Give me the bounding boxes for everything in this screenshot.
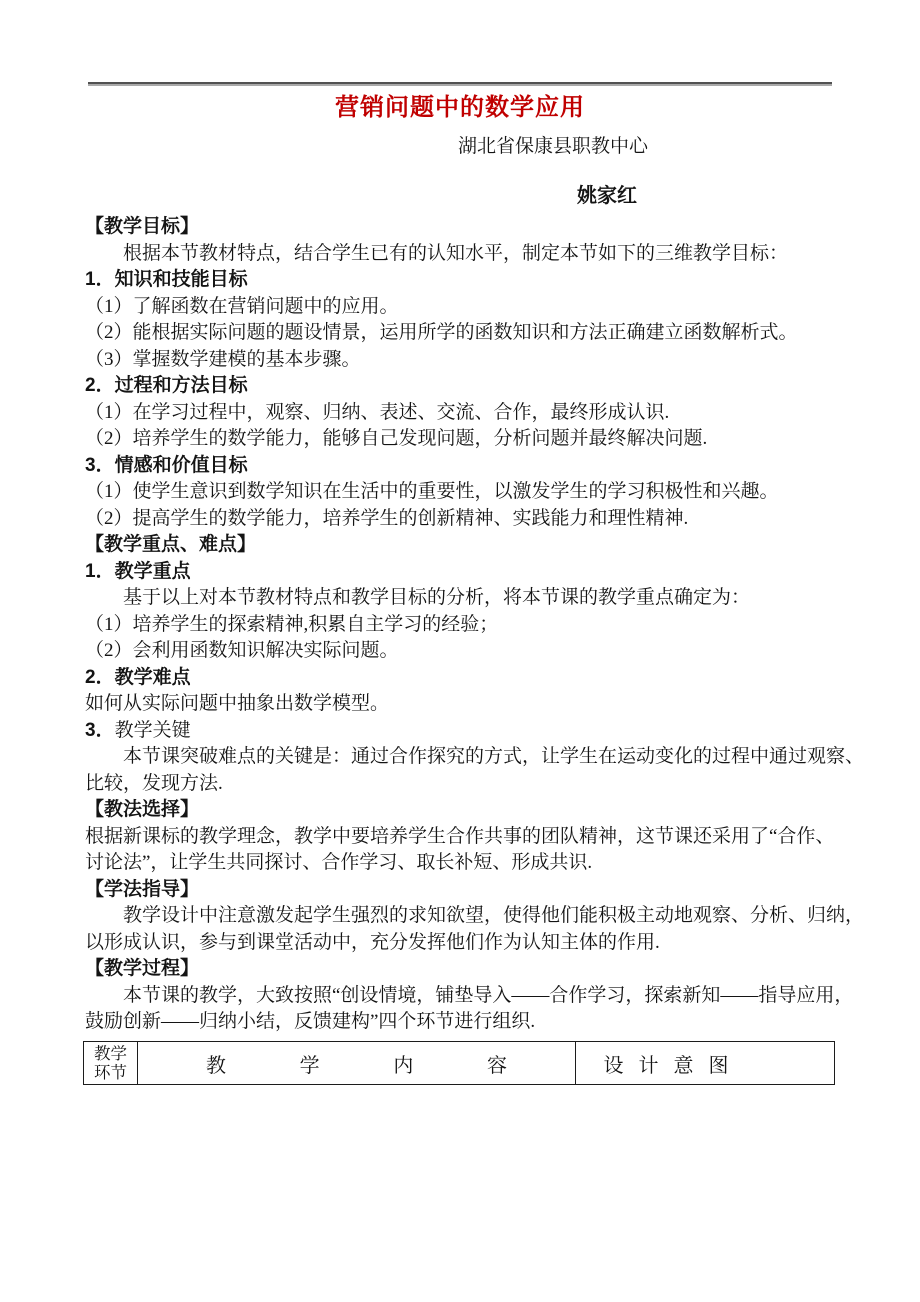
- text-line: [85, 267, 835, 294]
- table-header-stage-line1: 教学: [94, 1044, 127, 1063]
- text-line: 鼓励创新——归纳小结，反馈建构”四个环节进行组织.: [85, 1011, 536, 1032]
- body-lines: [85, 214, 865, 1036]
- text-line: [85, 373, 835, 400]
- text-line: [85, 453, 835, 480]
- text-line: （1）培养学生的探索精神,积累自主学习的经验；: [85, 613, 499, 635]
- text-line: 【学法指导】: [85, 878, 200, 900]
- heading-text: 教学难点: [114, 666, 191, 688]
- text-line: 根据新课标的教学理念，教学中要培养学生合作共事的团队精神，这节课还采用了“合作、: [85, 825, 835, 847]
- heading-text: 过程和方法目标: [114, 375, 248, 396]
- list-number: 3．: [85, 454, 115, 476]
- table-header-intent-cell: [576, 1042, 834, 1084]
- text-line: 讨论法”，让学生共同探讨、合作学习、取长补短、形成共识.: [85, 852, 593, 873]
- text-line: 【教法选择】: [85, 799, 200, 820]
- text-line: 如何从实际问题中抽象出数学模型。: [85, 693, 390, 714]
- text-line: 基于以上对本节教材特点和教学目标的分析，将本节课的教学重点确定为：: [123, 587, 751, 608]
- text-line: （2）会利用函数知识解决实际问题。: [85, 640, 399, 661]
- lesson-plan-table-header: [83, 1041, 835, 1085]
- list-number: 1．: [85, 269, 115, 290]
- heading-text: 教学重点: [114, 560, 191, 582]
- text-line: （2）提高学生的数学能力，培养学生的创新精神、实践能力和理性精神.: [85, 507, 689, 529]
- table-header-intent-char: 意: [673, 1054, 694, 1077]
- text-line: 本节课突破难点的关键是：通过合作探究的方式，让学生在运动变化的过程中通过观察、: [123, 746, 865, 767]
- table-header-content-char: 教: [206, 1054, 226, 1077]
- list-number: 2．: [85, 666, 115, 688]
- list-number: 2．: [85, 375, 115, 396]
- table-header-stage-line2: 环节: [94, 1063, 127, 1082]
- text-line: 【教学过程】: [85, 958, 200, 979]
- text-line: 以形成认识，参与到课堂活动中，充分发挥他们作为认知主体的作用.: [85, 931, 660, 953]
- text-line: [85, 718, 835, 745]
- table-header-intent-char: 图: [708, 1054, 729, 1077]
- table-header-stage-cell: [84, 1042, 138, 1084]
- text-line: 根据本节教材特点，结合学生已有的认知水平，制定本节如下的三维教学目标：: [123, 242, 789, 264]
- table-header-content-char: 内: [393, 1054, 414, 1077]
- text-line: （2）培养学生的数学能力，能够自己发现问题，分析问题并最终解决问题.: [85, 428, 708, 449]
- table-header-content-char: 学: [299, 1054, 320, 1077]
- table-header-intent-char: 设: [603, 1054, 624, 1077]
- text-line: （3）掌握数学建模的基本步骤。: [85, 348, 361, 370]
- text-line: （1）在学习过程中，观察、归纳、表述、交流、合作，最终形成认识.: [85, 401, 670, 423]
- text-line: [85, 559, 835, 586]
- text-line: 比较，发现方法.: [85, 772, 223, 794]
- table-header-intent-char: 计: [638, 1054, 659, 1077]
- text-line: 【教学目标】: [85, 216, 200, 237]
- page-title: 营销问题中的数学应用: [335, 94, 585, 121]
- text-line: [85, 665, 835, 692]
- author-name: 姚家红: [577, 185, 637, 207]
- table-header-content-char: 容: [486, 1054, 507, 1077]
- heading-text: 教学关键: [114, 719, 191, 741]
- list-number: 1．: [85, 560, 115, 582]
- heading-text: 情感和价值目标: [114, 454, 248, 476]
- title-divider: [88, 82, 832, 84]
- list-number: 3．: [85, 719, 115, 741]
- text-line: （1）使学生意识到数学知识在生活中的重要性，以激发学生的学习积极性和兴趣。: [85, 481, 779, 502]
- text-line: 【教学重点、难点】: [85, 534, 257, 555]
- text-line: 教学设计中注意激发起学生强烈的求知欲望，使得他们能积极主动地观察、分析、归纳，: [123, 905, 865, 926]
- heading-text: 知识和技能目标: [114, 269, 248, 290]
- affiliation-line: 湖北省保康县职教中心: [457, 136, 648, 157]
- table-header-content-cell: [138, 1042, 576, 1084]
- text-line: （1）了解函数在营销问题中的应用。: [85, 295, 399, 317]
- text-line: 本节课的教学，大致按照“创设情境，铺垫导入——合作学习，探索新知——指导应用，: [123, 984, 854, 1006]
- text-line: （2）能根据实际问题的题设情景，运用所学的函数知识和方法正确建立函数解析式。: [85, 322, 798, 343]
